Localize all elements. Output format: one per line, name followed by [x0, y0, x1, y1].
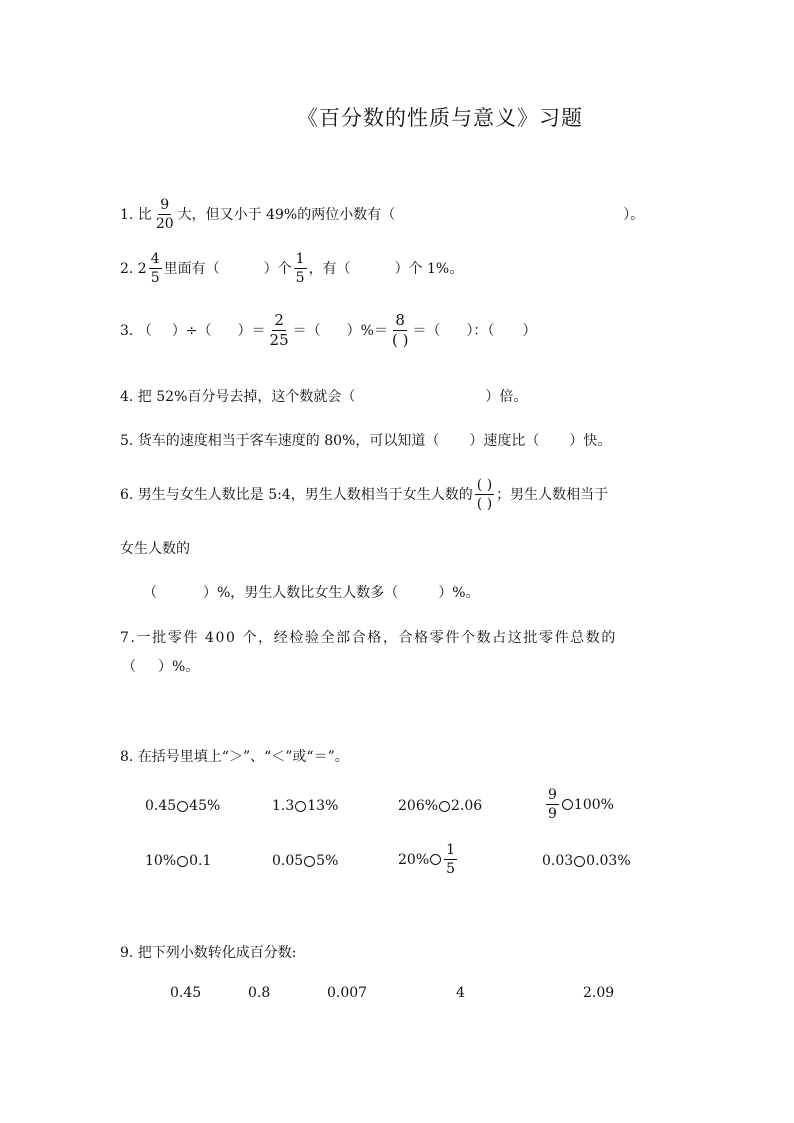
- q6-fraction-numerator[interactable]: ( ): [476, 477, 493, 493]
- q8-item-r1c3: [398, 796, 482, 816]
- q8-r2c3-numerator: 1: [446, 842, 456, 858]
- question-6-line-2: 女生人数的: [120, 541, 190, 557]
- question-7-line-2: [122, 657, 199, 677]
- q9-value: 4: [456, 985, 465, 1001]
- q2-fraction-2: [294, 252, 307, 285]
- q2-fraction-1-denominator: 5: [150, 270, 160, 286]
- q3-text-2: ）÷（: [171, 322, 212, 339]
- q5-text-2: ）速度比（: [469, 433, 540, 449]
- question-7: 7.一批零件 400 个，经检验全部合格，合格零件个数占这批零件总数的: [120, 630, 617, 646]
- compare-circle[interactable]: [430, 854, 441, 865]
- q8-r2c2-right: 5%: [316, 853, 339, 869]
- question-1: [120, 198, 644, 231]
- q8-r2c3-left: 20%: [398, 851, 430, 868]
- q8-r2c1-left: 10%: [145, 853, 177, 869]
- q6-fraction-denominator[interactable]: ( ): [476, 496, 493, 512]
- q1-fraction: [154, 198, 176, 231]
- q6-text-1: 6. 男生与女生人数比是 5:4，男生人数相当于女生人数的: [120, 486, 473, 503]
- q8-r2c3-denominator: 5: [446, 861, 456, 877]
- question-3: [120, 313, 536, 348]
- q2-fraction-2-denominator: 5: [295, 270, 305, 286]
- q5-text-3: ）快。: [569, 433, 612, 449]
- q8-item-r1c4: [544, 788, 614, 821]
- q3-fraction-1-denominator: 25: [269, 331, 289, 349]
- question-4: [120, 387, 527, 407]
- q1-text-after: 大，但又小于 49%的两位小数有（: [177, 206, 396, 223]
- q3-fraction-1: [268, 313, 291, 348]
- question-5: [120, 431, 611, 451]
- q2-text-mid2: ）个: [263, 260, 292, 277]
- q2-text-mid1: 里面有（: [163, 260, 220, 277]
- q1-fraction-denominator: 20: [155, 216, 174, 232]
- q8-r1c4-numerator: 9: [548, 787, 557, 803]
- q8-r1c3-right: 2.06: [451, 798, 483, 814]
- compare-circle[interactable]: [574, 856, 585, 867]
- q8-item-r2c2: [272, 851, 338, 871]
- question-2: [120, 252, 463, 285]
- q8-item-r2c3: [398, 843, 459, 876]
- q3-fraction-2-denominator: ( ): [391, 331, 409, 349]
- compare-circle[interactable]: [304, 856, 315, 867]
- q3-fraction-2: [390, 313, 410, 348]
- q7-text-b: ）%。: [158, 659, 200, 675]
- question-8-instruction: 8. 在括号里填上“＞”、“＜”或“＝”。: [120, 749, 349, 765]
- question-6: [120, 478, 608, 511]
- q3-text-5: ）%＝: [346, 322, 388, 339]
- q1-text-before: 1. 比: [120, 206, 152, 223]
- compare-circle[interactable]: [295, 801, 306, 812]
- q8-r1c1-right: 45%: [189, 798, 221, 814]
- q6-text-2: ；男生人数相当于: [496, 486, 609, 503]
- q9-value: 2.09: [583, 985, 615, 1001]
- q3-fraction-2-numerator: 8: [395, 311, 405, 329]
- q3-text-8: ）: [522, 322, 537, 339]
- q8-r2c4-right: 0.03%: [586, 853, 631, 869]
- q8-r2c2-left: 0.05: [272, 853, 304, 869]
- q8-item-r1c1: [145, 796, 220, 816]
- compare-circle[interactable]: [177, 801, 188, 812]
- question-9-instruction: 9. 把下列小数转化成百分数:: [120, 945, 297, 961]
- q1-text-close: ）。: [623, 206, 645, 223]
- q9-value: 0.007: [327, 985, 368, 1001]
- q2-text-before: 2. 2: [120, 260, 147, 277]
- q2-text-mid3: ，有（: [308, 260, 351, 277]
- q5-text-1: 5. 货车的速度相当于客车速度的 80%，可以知道（: [120, 433, 440, 449]
- q4-text-after: ）倍。: [485, 389, 528, 405]
- q2-fraction-2-numerator: 1: [295, 251, 305, 267]
- q7-text-a: （: [122, 659, 136, 675]
- compare-circle[interactable]: [177, 856, 188, 867]
- compare-circle[interactable]: [562, 799, 573, 810]
- q3-text-6: ＝（: [412, 322, 441, 339]
- q3-text-4: ＝（: [292, 322, 321, 339]
- compare-circle[interactable]: [439, 801, 450, 812]
- q1-fraction-numerator: 9: [160, 197, 170, 213]
- q8-r2c4-left: 0.03: [542, 853, 574, 869]
- page-title: 《百分数的性质与意义》习题: [297, 106, 583, 130]
- q8-r1c2-right: 13%: [307, 798, 339, 814]
- q8-r1c4-fraction: [546, 788, 559, 821]
- q8-r1c2-left: 1.3: [272, 798, 295, 814]
- q8-r1c4-denominator: 9: [548, 806, 557, 822]
- q6-line3-text-c: ）%。: [438, 585, 480, 601]
- q3-text-7: ）：（: [466, 322, 495, 339]
- q8-item-r1c2: [272, 796, 338, 816]
- q8-r1c1-left: 0.45: [145, 798, 177, 814]
- q8-r1c3-left: 206%: [398, 798, 439, 814]
- q6-line3-text-b: ）%，男生人数比女生人数多（: [203, 585, 399, 601]
- question-6-line-3: [143, 583, 480, 603]
- q2-fraction-1-numerator: 4: [150, 251, 160, 267]
- q9-value: 0.8: [248, 985, 271, 1001]
- q8-item-r2c1: [145, 851, 211, 871]
- q8-r1c4-right: 100%: [573, 796, 614, 813]
- q3-fraction-1-numerator: 2: [274, 311, 284, 329]
- q4-text-before: 4. 把 52%百分号去掉，这个数就会（: [120, 389, 356, 405]
- q8-r2c3-fraction: [444, 843, 457, 876]
- q8-r2c1-right: 0.1: [189, 853, 212, 869]
- q6-fraction: [475, 478, 494, 511]
- q6-line3-text-a: （: [143, 585, 157, 601]
- q3-text-3: ）＝: [237, 322, 266, 339]
- q2-fraction-1: [149, 252, 162, 285]
- q2-text-end: ）个 1%。: [394, 260, 464, 277]
- q3-text-1: 3. （: [120, 322, 152, 339]
- q8-item-r2c4: [542, 851, 631, 871]
- q9-value: 0.45: [170, 985, 202, 1001]
